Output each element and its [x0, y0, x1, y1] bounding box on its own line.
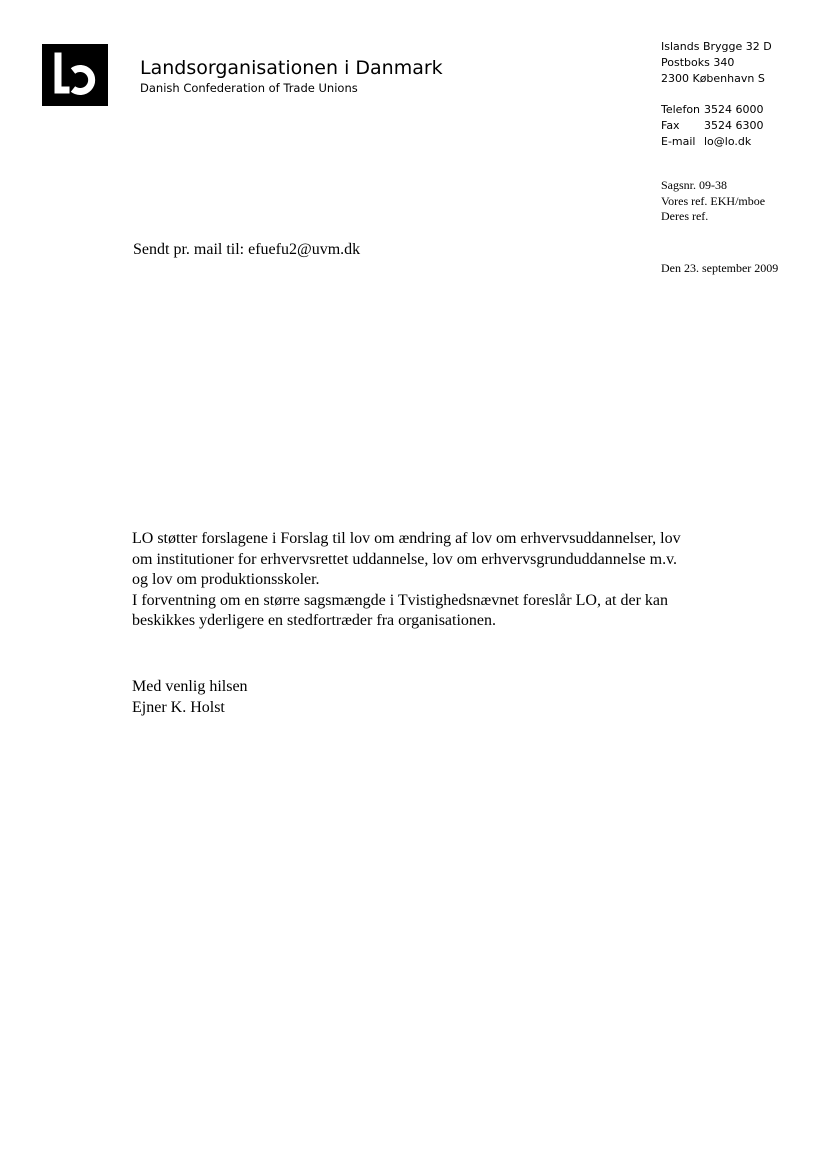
lo-logo [42, 44, 108, 106]
lo-logo-icon [42, 44, 108, 106]
address-block [661, 39, 772, 87]
body-line: om institutioner for erhvervsrettet uddannelse, lov om erhvervsgrunduddannelse m.v. [132, 550, 678, 568]
email-value: lo@lo.dk [704, 135, 752, 148]
fax-row [661, 118, 764, 134]
body-line: og lov om produktionsskoler. [132, 571, 320, 588]
address-pobox: Postboks 340 [661, 56, 735, 69]
body-line: I forventning om en større sagsmængde i Tvistighedsnævnet foreslår LO, at der kan [132, 591, 669, 609]
letter-date: Den 23. september 2009 [661, 261, 779, 275]
your-reference: Deres ref. [661, 209, 709, 223]
phone-value: 3524 6000 [704, 103, 764, 116]
contact-block [661, 102, 764, 150]
address-city: 2300 København S [661, 72, 765, 85]
closing-block [132, 677, 248, 718]
body-line: beskikkes yderligere en stedfortræder fra organisationen. [132, 612, 497, 629]
organization-subtitle: Danish Confederation of Trade Unions [140, 81, 358, 95]
phone-row [661, 102, 764, 118]
fax-label: Fax [661, 119, 680, 132]
email-label: E-mail [661, 135, 696, 148]
sent-to-line: Sendt pr. mail til: efuefu2@uvm.dk [133, 241, 361, 258]
address-street: Islands Brygge 32 D [661, 40, 772, 53]
body-line: LO støtter forslagene i Forslag til lov om ændring af lov om erhvervsuddannelser, lov [132, 530, 681, 547]
case-number: Sagsnr. 09-38 [661, 178, 727, 192]
greeting: Med venlig hilsen [132, 678, 248, 695]
organization-name: Landsorganisationen i Danmark [140, 57, 443, 79]
fax-value: 3524 6300 [704, 119, 764, 132]
signature-name: Ejner K. Holst [132, 698, 225, 716]
letter-body [132, 529, 732, 632]
phone-label: Telefon [661, 103, 701, 116]
email-row [661, 134, 764, 150]
our-reference: Vores ref. EKH/mboe [661, 193, 766, 208]
reference-block [661, 178, 765, 225]
